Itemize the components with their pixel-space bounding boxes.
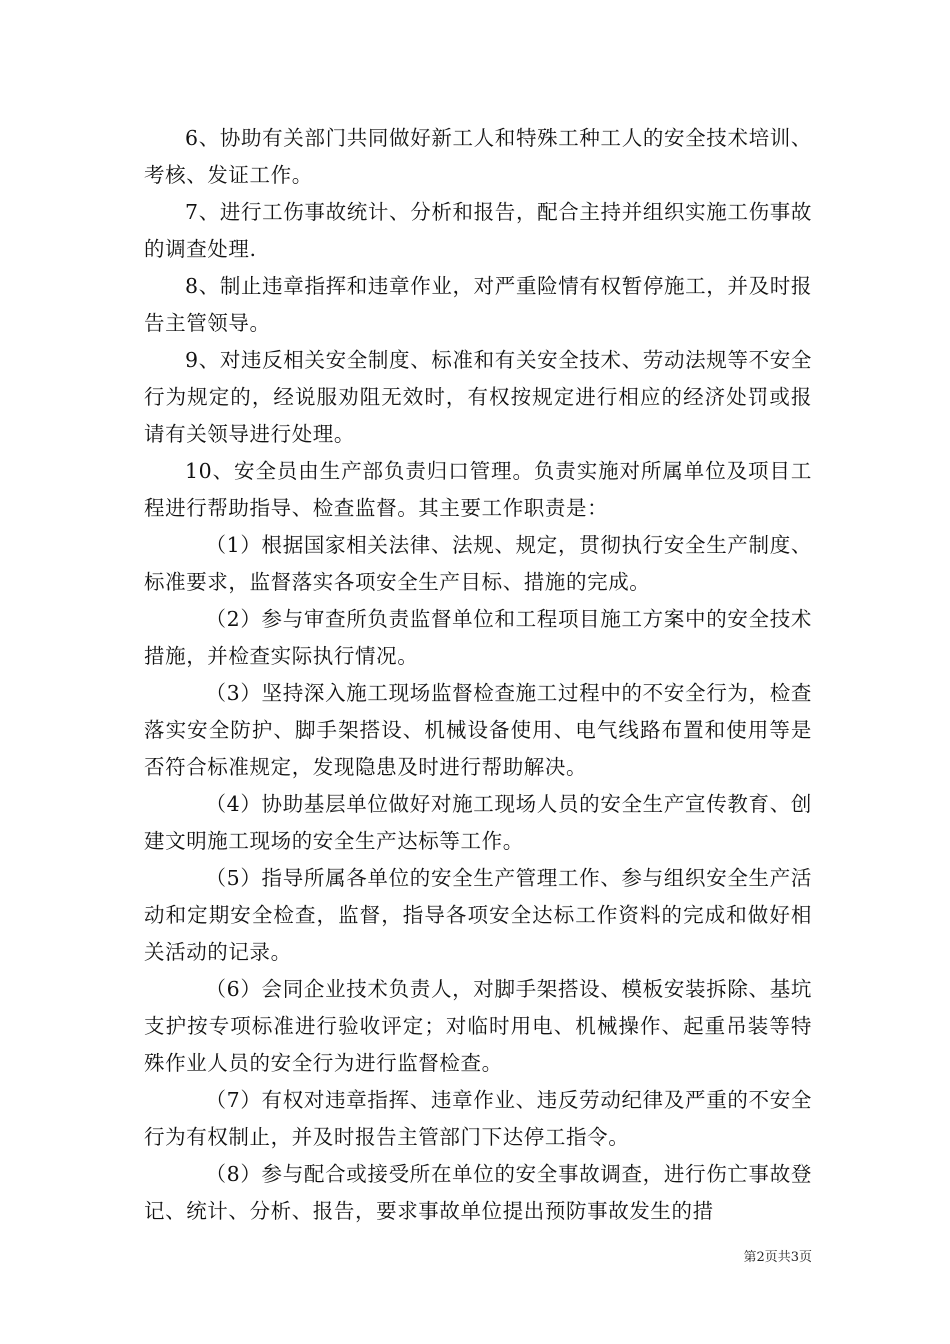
sub-item-8: （8）参与配合或接受所在单位的安全事故调查，进行伤亡事故登记、统计、分析、报告，要求事故单位提出预防事故发生的措 [144, 1162, 812, 1223]
sub-item-6: （6）会同企业技术负责人，对脚手架搭设、模板安装拆除、基坑支护按专项标准进行验收评定；对临时用电、机械操作、起重吊装等特殊作业人员的安全行为进行监督检查。 [144, 977, 812, 1075]
sub-item-1: （1）根据国家相关法律、法规、规定，贯彻执行安全生产制度、标准要求，监督落实各项安全生产目标、措施的完成。 [144, 533, 812, 594]
sub-item-7: （7）有权对违章指挥、违章作业、违反劳动纪律及严重的不安全行为有权制止，并及时报告主管部门下达停工指令。 [144, 1088, 812, 1149]
sub-item-2: （2）参与审查所负责监督单位和工程项目施工方案中的安全技术措施，并检查实际执行情况。 [144, 607, 812, 668]
page-number-footer: 第2页共3页 [743, 1250, 812, 1265]
paragraph-item-8: 8、制止违章指挥和违章作业，对严重险情有权暂停施工，并及时报告主管领导。 [144, 274, 812, 335]
document-body [144, 120, 812, 1230]
paragraph-item-6: 6、协助有关部门共同做好新工人和特殊工种工人的安全技术培训、考核、发证工作。 [144, 126, 812, 187]
sub-item-3: （3）坚持深入施工现场监督检查施工过程中的不安全行为，检查落实安全防护、脚手架搭设、机械设备使用、电气线路布置和使用等是否符合标准规定，发现隐患及时进行帮助解决。 [144, 681, 812, 779]
sub-item-4: （4）协助基层单位做好对施工现场人员的安全生产宣传教育、创建文明施工现场的安全生产达标等工作。 [144, 792, 812, 853]
paragraph-item-7: 7、进行工伤事故统计、分析和报告，配合主持并组织实施工伤事故的调查处理. [144, 200, 812, 261]
paragraph-item-10: 10、安全员由生产部负责归口管理。负责实施对所属单位及项目工程进行帮助指导、检查监督。其主要工作职责是： [144, 459, 812, 520]
paragraph-item-9: 9、对违反相关安全制度、标准和有关安全技术、劳动法规等不安全行为规定的，经说服劝阻无效时，有权按规定进行相应的经济处罚或报请有关领导进行处理。 [144, 348, 812, 446]
sub-item-5: （5）指导所属各单位的安全生产管理工作、参与组织安全生产活动和定期安全检查，监督，指导各项安全达标工作资料的完成和做好相关活动的记录。 [144, 866, 812, 964]
